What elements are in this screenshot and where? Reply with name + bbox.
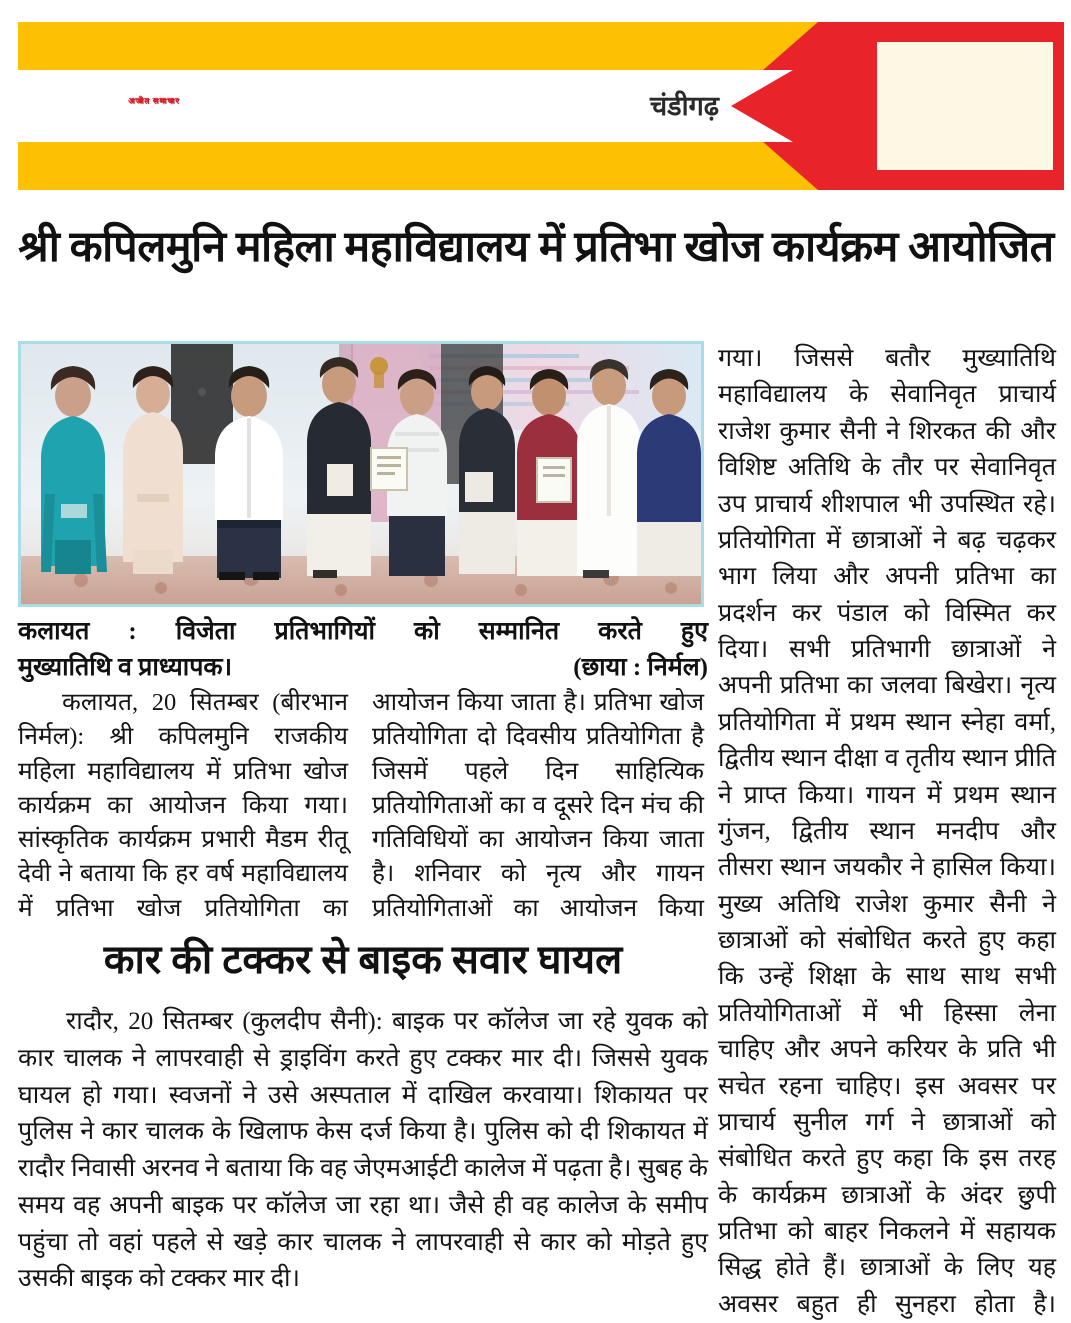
photo-caption <box>18 614 708 685</box>
article-second-text: रादौर, 20 सितम्बर (कुलदीप सैनी): बाइक पर कॉलेज जा रहे युवक को कार चालक ने लापरवाही से ड्राइविंग करते हुए टक्कर मार दी। जिससे युवक घायल हो गया। स्वजनों ने उसे अस्पताल में दाखिल करवाया। शिकायत पर पुलिस ने कार चालक के खिलाफ केस दर्ज किया है। पुलिस को दी शिकायत में रादौर निवासी अरनव ने बताया कि वह जेएमआईटी कालेज में पढ़ता है। सुबह के समय वह अपनी बाइक पर कॉलेज जा रहा था। जैसे ही वह कालेज के समीप पहुंचा तो वहां पहले से खड़े कार चालक ने लापरवाही से कार को मोड़ते हुए उसकी बाइक को टक्कर मार दी। <box>18 1008 708 1293</box>
article-main-col-left-body: कलायत, 20 सितम्बर (बीरभान निर्मल): श्री कपिलमुनि राजकीय महिला महाविद्यालय में प्रतिभा खोज कार्यक्रम का आयोजन किया गया। सांस्कृतिक कार्यक्रम प्रभारी मैडम रीतू देवी ने बताया कि हर वर्ष महाविद्यालय में प्रतिभा खोज प्रतियोगिता का <box>18 689 348 922</box>
caption-text-end: मुख्यातिथि व प्राध्यापक। <box>18 653 233 681</box>
article-main-text-middle: आयोजन किया जाता है। प्रतिभा खोज प्रतियोगिता दो दिवसीय प्रतियोगिता है जिसमें पहले दिन साहित्यिक प्रतियोगिताओं का व दूसरे दिन मंच की गतिविधियों का आयोजन किया जाता है। शनिवार को नृत्य और गायन प्रतियोगिताओं का आयोजन किया <box>372 689 704 922</box>
article-photo <box>18 341 704 607</box>
photo-illustration <box>21 344 701 604</box>
second-headline: कार की टक्कर से बाइक सवार घायल <box>103 937 623 982</box>
article-second-body <box>18 1004 708 1298</box>
newspaper-title: अजीत समाचार <box>128 96 180 105</box>
edition-city-label: चंडीगढ़ <box>650 91 719 121</box>
article-main-column-right <box>718 341 1056 1323</box>
article-main-column-middle <box>372 686 704 926</box>
article-main-column-left <box>18 686 348 926</box>
article-main-col-right-body: गया। जिससे बतौर मुख्यातिथि महाविद्यालय के सेवानिवृत प्राचार्य राजेश कुमार सैनी ने शिरकत की और विशिष्ट अतिथि के तौर पर सेवानिवृत उप प्राचार्य शीशपाल भी उपस्थित रहे। प्रतियोगिता में छात्राओं ने बढ़ चढ़कर भाग लिया और अपनी प्रतिभा का प्रदर्शन कर पंडाल को विस्मित कर दिया। सभी प्रतिभागी छात्राओं ने अपनी प्रतिभा का जलवा बिखेरा। नृत्य प्रतियोगिता में प्रथम स्थान स्नेहा वर्मा, द्वितीय स्थान दीक्षा व तृतीय स्थान प्रीति ने प्राप्त किया। गायन में प्रथम स्थान गुंजन, द्वितीय स्थान मनदीप और तीसरा स्थान जयकौर ने हासिल किया। मुख्य अतिथि राजेश कुमार सैनी ने छात्राओं को संबोधित करते हुए कहा कि उन्हें शिक्षा के साथ साथ सभी प्रतियोगिताओं में भी हिस्सा लेना चाहिए और अपने करियर के प्रति भी सचेत रहना चाहिए। इस अवसर पर प्राचार्य सुनील गर्ग ने छात्राओं को संबोधित करते हुए कहा कि इस तरह के कार्यक्रम छात्राओं के अंदर छुपी प्रतिभा को बाहर निकलने में सहायक सिद्ध होते हैं। छात्राओं के लिए यह अवसर बहुत ही सुनहरा होता है। <box>718 345 1056 1318</box>
photo-credit: (छाया : निर्मल) <box>573 653 708 681</box>
main-headline: श्री कपिलमुनि महिला महाविद्यालय में प्रतिभा खोज कार्यक्रम आयोजित <box>18 224 1054 271</box>
masthead-side-panel <box>877 42 1053 170</box>
caption-line-2 <box>18 650 708 686</box>
masthead <box>0 0 1071 196</box>
caption-line-1: कलायत : विजेता प्रतिभागियों को सम्मानित करते हुए <box>18 618 708 645</box>
article-main-text-left <box>18 686 348 926</box>
